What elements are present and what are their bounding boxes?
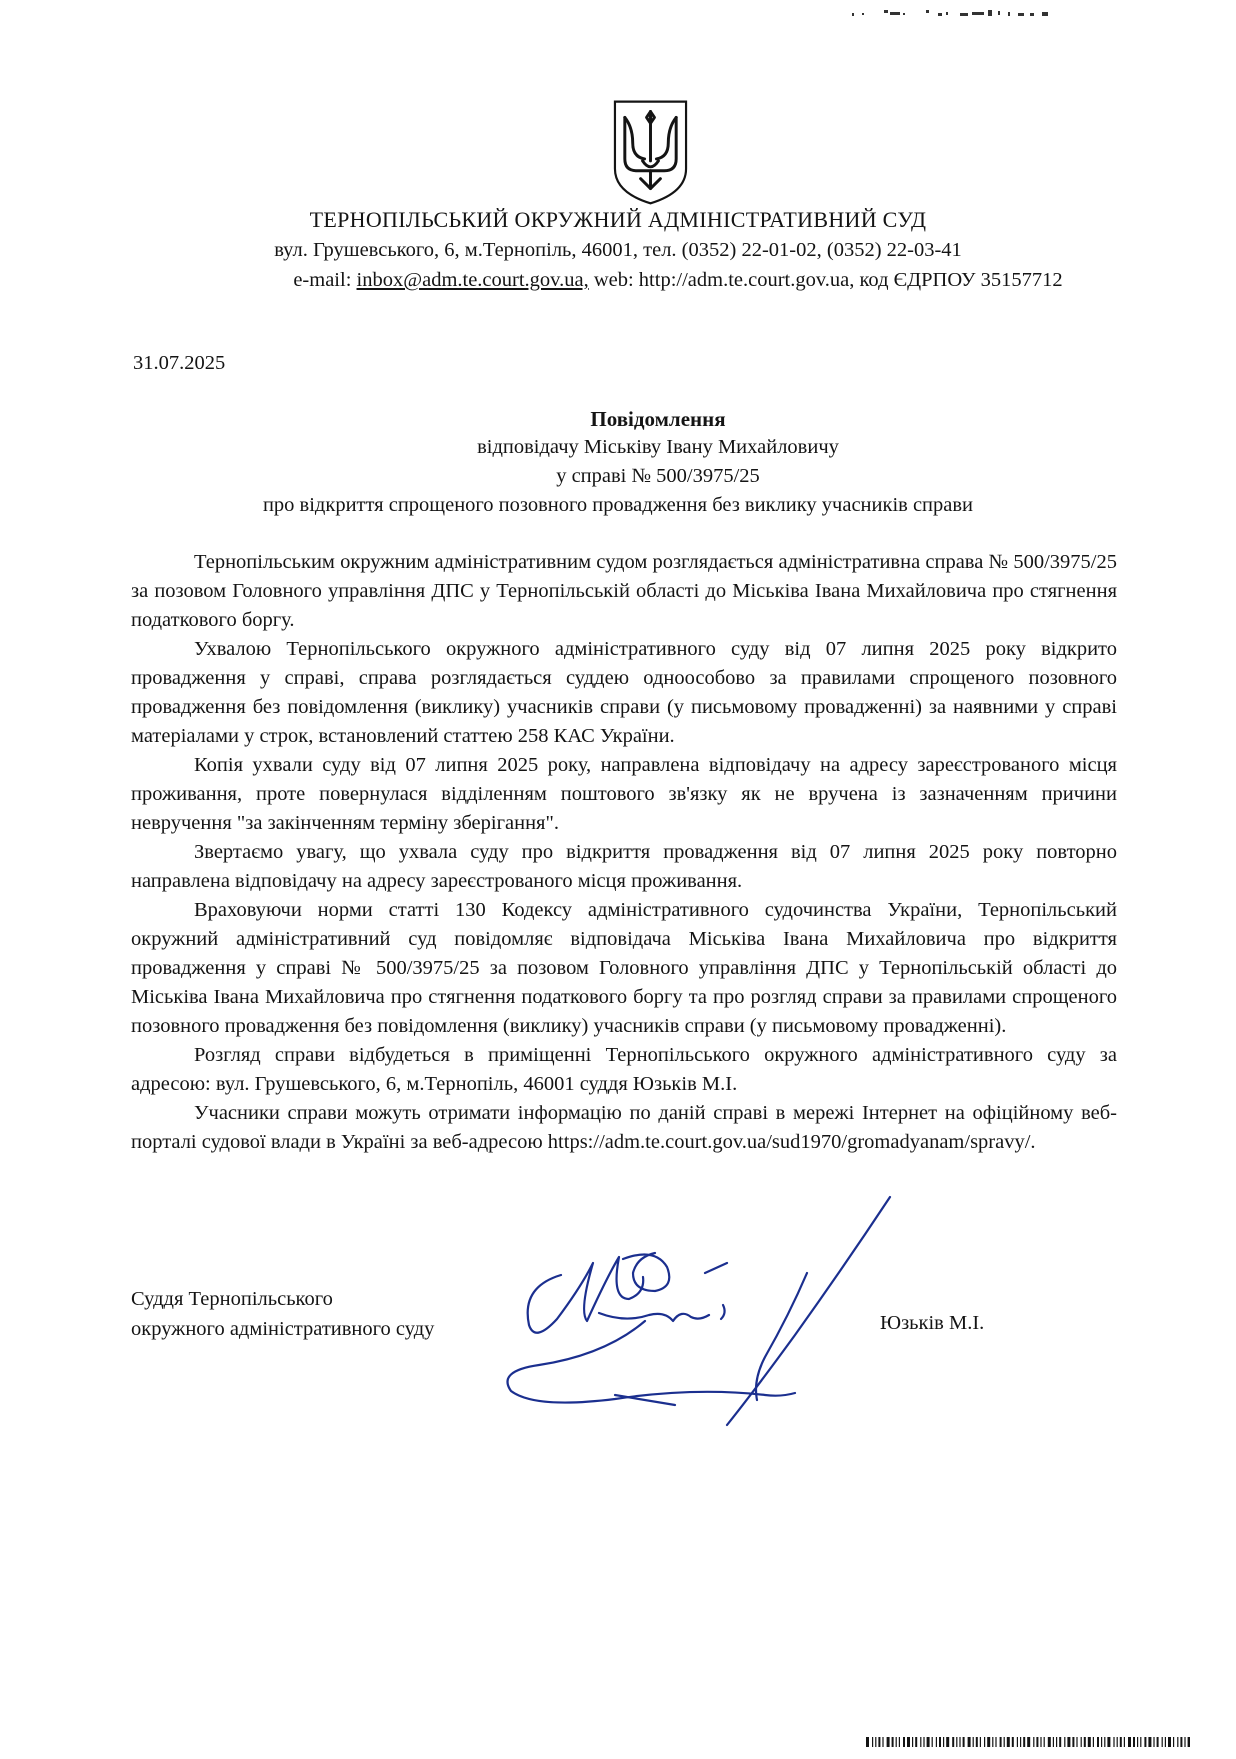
judge-position — [131, 1284, 434, 1344]
judge-name: Юзьків М.І. — [880, 1312, 985, 1334]
paragraph-6: Розгляд справи відбудеться в приміщенні Тернопільського окружного адміністративного суду за адресою: вул. Грушевського, 6, м.Тернопіль, 46001 суддя Юзьків М.І. — [131, 1044, 1117, 1095]
notice-title: Повідомлення — [590, 407, 726, 431]
court-contacts — [120, 269, 1236, 292]
scan-marks — [848, 3, 1158, 25]
barcode-icon — [866, 1737, 1190, 1747]
paragraph-1: Тернопільським окружним адміністративним судом розглядається адміністративна справа № 500/3975/25 за позовом Головного управління ДПС у Тернопільській області до Міськіва Івана Михайловича про стягнення податкового боргу. — [131, 551, 1117, 631]
trident-coat-of-arms-icon — [611, 97, 690, 207]
paragraph-7: Учасники справи можуть отримати інформацію по даній справі в мережі Інтернет на офіційному веб-порталі судової влади в Україні за веб-адресою https://adm.te.court.gov.ua/sud1970/gromadyanam/spravy/. — [131, 1102, 1117, 1153]
web-info: web: http://adm.te.court.gov.ua, код ЄДРПОУ 35157712 — [588, 269, 1063, 291]
paragraph-3: Копія ухвали суду від 07 липня 2025 року, направлена відповідачу на адресу зареєстрованого місця проживання, проте повернулася відділенням поштового зв'язку як не вручена із зазначенням причини невручення "за закінченням терміну зберігання". — [131, 754, 1117, 834]
email-label: e-mail: — [293, 269, 357, 291]
paragraph-4: Звертаємо увагу, що ухвала суду про відкриття провадження від 07 липня 2025 року повторно направлена відповідачу на адресу зареєстрованого місця проживання. — [131, 841, 1117, 892]
handwritten-signature — [495, 1195, 905, 1465]
judge-position-line-2: окружного адміністративного суду — [131, 1318, 435, 1340]
notice-body — [131, 548, 1117, 1157]
notice-case-number: у справі № 500/3975/25 — [556, 465, 760, 487]
notice-subject: про відкриття спрощеного позовного провадження без виклику учасників справи — [262, 494, 974, 516]
court-name: ТЕРНОПІЛЬСЬКИЙ ОКРУЖНИЙ АДМІНІСТРАТИВНИЙ СУД — [309, 207, 927, 232]
judge-position-line-1: Суддя Тернопільського — [131, 1288, 333, 1310]
document-date: 31.07.2025 — [133, 352, 226, 374]
paragraph-5: Враховуючи норми статті 130 Кодексу адміністративного судочинства України, Тернопільський окружний адміністративний суд повідомляє відповідача Міськіва Івана Михайловича про відкриття провадження у справі № 500/3975/25 за позовом Головного управління ДПС у Тернопільській області до Міськіва Івана Михайловича про стягнення податкового боргу та про розгляд справи за правилами спрощеного позовного провадження без повідомлення (виклику) учасників справи (у письмовому провадженні). — [131, 899, 1117, 1037]
notice-recipient: відповідачу Міськіву Івану Михайловичу — [477, 436, 839, 458]
court-address: вул. Грушевського, 6, м.Тернопіль, 46001, тел. (0352) 22-01-02, (0352) 22-03-41 — [274, 239, 962, 261]
email-link[interactable]: inbox@adm.te.court.gov.ua, — [356, 269, 589, 291]
paragraph-2: Ухвалою Тернопільського окружного адміністративного суду від 07 липня 2025 року відкрито провадження у справі, справа розглядається суддею одноособово за правилами спрощеного позовного провадження без повідомлення (виклику) учасників справи (у письмовому провадженні) за наявними у справі матеріалами у строк, встановлений статтею 258 КАС України. — [131, 638, 1117, 747]
